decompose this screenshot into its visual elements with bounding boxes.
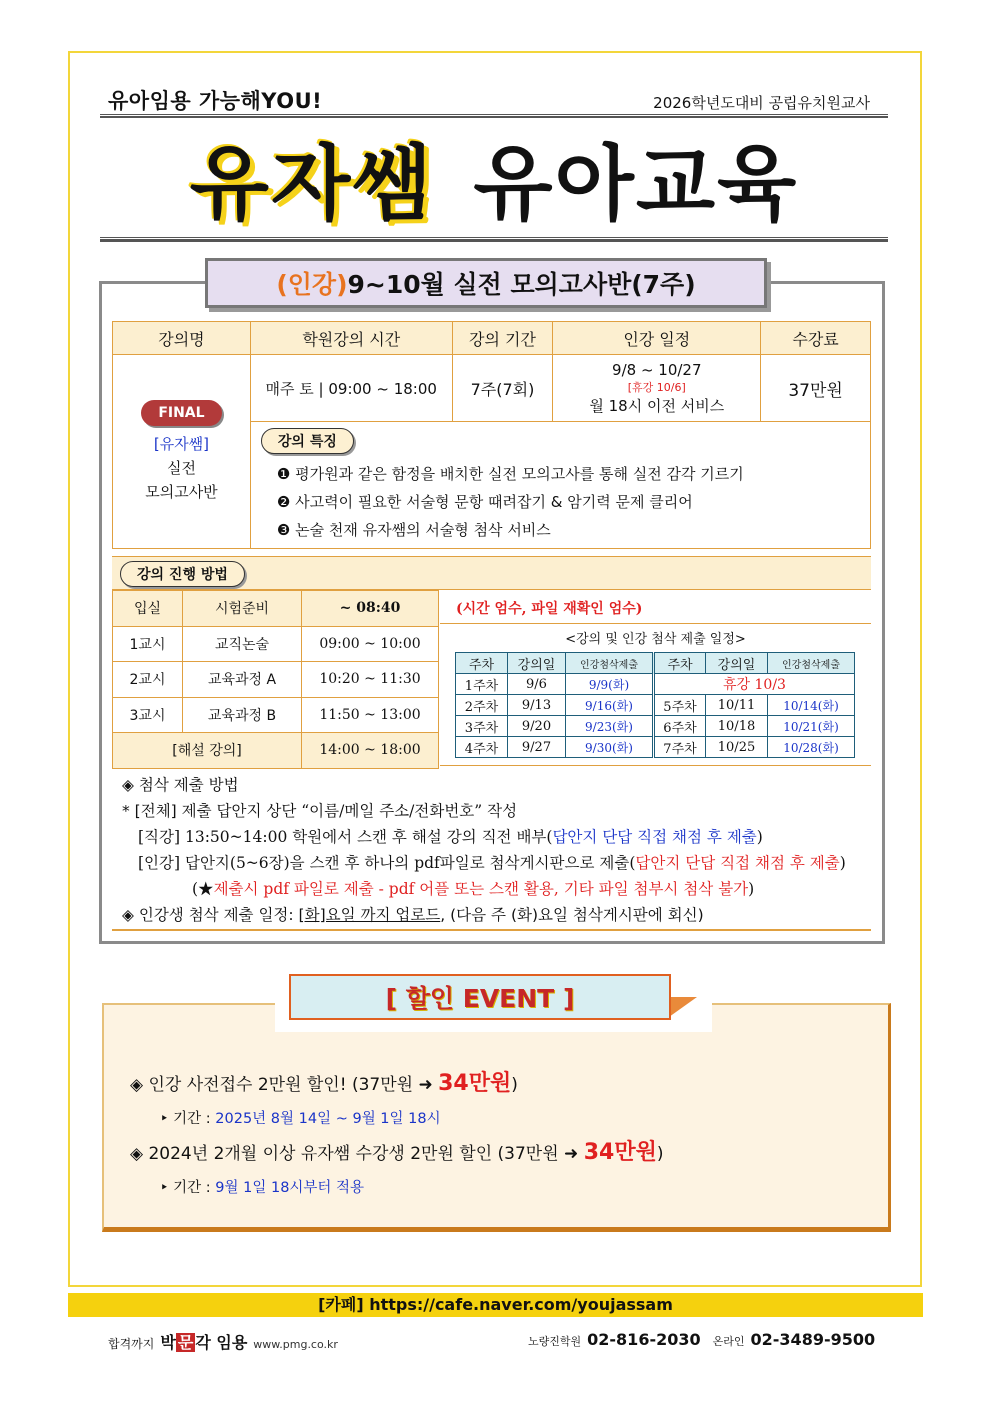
campus-phone: 02-816-2030 [587,1330,701,1349]
submission-online-text: 답안지(5~6장)을 스캔 후 하나의 pdf파일로 첨삭게시판으로 제출( [184,854,636,872]
submission-note-open: (★ [192,880,214,898]
target-year: 2026학년도대비 공립유치원교사 [653,94,870,112]
event-item-2-period [160,1176,364,1197]
event-item-1-end: ) [511,1075,518,1095]
sched-time: 10:20 ~ 11:30 [302,662,439,698]
cafe-link[interactable]: [카페] https://cafe.naver.com/youjassam [68,1293,923,1317]
sched-period: 3교시 [113,697,183,733]
week-label: 5주차 [654,695,706,716]
week-submit: 9/16(화) [566,695,654,716]
feature-3: ❸ 논술 천재 유자쌤의 서술형 첨삭 서비스 [276,521,551,539]
week-label: 7주차 [654,737,706,758]
submission-direct-end: ) [756,828,763,846]
submission-online-end: ) [839,854,846,872]
course-period: 7주(7회) [452,355,553,422]
main-title-brand: 유자쌤 [189,136,434,232]
event-title-fold [669,997,697,1017]
main-title-subject: 유아교육 [473,136,799,232]
submission-schedule [122,902,872,928]
features-label: 강의 특징 [261,428,354,454]
week-submit: 9/9(화) [566,674,654,695]
course-title [205,258,767,308]
sched-subject: 시험준비 [183,591,302,627]
event-title: [ 할인 EVENT ] [289,974,671,1020]
col-course-name: 강의명 [113,322,251,355]
event-item-1-period-value: 2025년 8월 14일 ~ 9월 1일 18시 [215,1111,441,1127]
method-header [112,556,871,590]
weeks-header: 주차 [654,653,706,674]
feature-2: ❷ 사고력이 필요한 서술형 문항 때려잡기 & 암기력 문제 클리어 [276,493,693,511]
submission-direct-text: 13:50~14:00 학원에서 스캔 후 해설 강의 직전 배부( [184,828,553,846]
sched-time: 11:50 ~ 13:00 [302,697,439,733]
submission-note-red: 제출시 pdf 파일로 제출 - pdf 어플 또는 스캔 활용, 기타 파일 첨부시 첨삭 불가 [213,880,749,898]
submission-all-text: 제출 답안지 상단 “이름/메일 주소/전화번호” 작성 [181,802,518,820]
sched-subject: 교직논술 [183,626,302,662]
weeks-header: 인강첨삭제출 [566,653,654,674]
feature-1: ❶ 평가원과 같은 함정을 배치한 실전 모의고사를 통해 실전 감각 기르기 [276,465,744,483]
submission-schedule-prefix: ◈ 인강생 첨삭 제출 일정: [122,906,294,924]
event-item-1-price: 34만원 [438,1071,512,1096]
course-fee: 37만원 [761,355,871,422]
submission-schedule-deadline: [화]요일 까지 업로드 [298,906,441,924]
weeks-header: 강의일 [508,653,566,674]
online-range: 9/8 ~ 10/27 [612,360,702,379]
brand-name-b: 문 [177,1333,194,1352]
event-item-1 [130,1066,518,1097]
week-label: 3주차 [456,716,508,737]
course-name-line3: 모의고사반 [145,482,218,501]
week-date: 10/11 [706,695,768,716]
submission-online [122,850,872,876]
sched-time: ~ 08:40 [302,591,439,627]
col-online-schedule: 인강 일정 [553,322,761,355]
online-label: 온라인 [712,1335,745,1348]
tagline: 유아임용 가능해YOU! [108,89,323,113]
submission-note-close: ) [748,880,755,898]
week-break: 휴강 10/3 [654,674,855,695]
weeks-header: 강의일 [706,653,768,674]
time-note: (시간 엄수, 파일 재확인 엄수) [440,590,871,624]
review-time: 14:00 ~ 18:00 [302,733,439,769]
brand-logo [108,1330,338,1353]
final-badge: FINAL [141,400,221,426]
event-item-2 [130,1135,663,1166]
weekly-schedule [440,624,871,766]
event-item-1-text: ◈ 인강 사전접수 2만원 할인! (37만원 ➜ [130,1075,439,1095]
online-break: [휴강 10/6] [627,380,686,394]
week-submit: 10/28(화) [768,737,855,758]
week-label: 4주차 [456,737,508,758]
week-date: 9/6 [508,674,566,695]
contact-info [528,1330,875,1349]
week-submit: 10/21(화) [768,716,855,737]
section-divider [112,929,871,931]
course-name-line2: 실전 [166,458,196,477]
week-date: 9/20 [508,716,566,737]
week-date: 10/18 [706,716,768,737]
submission-all-prefix: * [전체] [122,802,177,820]
weeks-header: 주차 [456,653,508,674]
course-features [250,422,870,549]
submission-online-red: 답안지 단답 직접 채점 후 제출 [635,854,840,872]
brand-name [160,1330,247,1353]
submission-online-prefix: [인강] [138,854,181,872]
review-label: [해설 강의] [113,733,302,769]
course-name-line1: [유자쌤] [153,434,210,453]
submission-direct [122,824,872,850]
week-label: 6주차 [654,716,706,737]
week-label: 1주차 [456,674,508,695]
main-title [100,118,888,236]
week-date: 9/27 [508,737,566,758]
event-item-1-period [160,1107,441,1128]
brand-name-d: 임용 [216,1333,248,1352]
week-submit: 10/14(화) [768,695,855,716]
col-period: 강의 기간 [452,322,553,355]
sched-period: 1교시 [113,626,183,662]
weeks-title: <강의 및 인강 첨삭 제출 일정> [565,632,746,647]
sched-period: 2교시 [113,662,183,698]
course-info-table [112,321,871,549]
submission-direct-blue: 답안지 단답 직접 채점 후 제출 [552,828,757,846]
course-title-main: 9~10월 실전 모의고사반(7주) [347,270,696,299]
col-fee: 수강료 [761,322,871,355]
event-item-2-text: ◈ 2024년 2개월 이상 유자쌤 수강생 2만원 할인 (37만원 ➜ [130,1144,584,1164]
event-item-2-price: 34만원 [583,1140,657,1165]
sched-period: 입실 [113,591,183,627]
method-label: 강의 진행 방법 [120,561,245,587]
submission-schedule-rest: , (다음 주 (화)요일 첨삭게시판에 회신) [440,906,704,924]
course-title-prefix: (인강) [276,270,348,299]
course-name-cell [113,355,251,549]
submission-heading: ◈ 첨삭 제출 방법 [122,776,239,794]
event-item-2-period-value: 9월 1일 18시부터 적용 [215,1180,365,1196]
submission-direct-prefix: [직강] [138,828,181,846]
campus-label: 노량진학원 [528,1335,582,1348]
event-item-1-period-label: ‣ 기간 : [160,1111,211,1127]
brand-url[interactable]: www.pmg.co.kr [253,1338,338,1351]
week-label: 2주차 [456,695,508,716]
weeks-table [455,652,855,758]
header-rule-bottom [100,237,888,242]
week-submit: 9/23(화) [566,716,654,737]
sched-subject: 교육과정 B [183,697,302,733]
brand-name-a: 박 [160,1333,176,1352]
submission-note [122,876,872,902]
sched-subject: 교육과정 A [183,662,302,698]
sched-time: 09:00 ~ 10:00 [302,626,439,662]
online-service: 월 18시 이전 서비스 [589,396,725,415]
week-date: 9/13 [508,695,566,716]
submission-guide [122,772,872,928]
event-item-2-period-label: ‣ 기간 : [160,1180,211,1196]
week-date: 10/25 [706,737,768,758]
submission-all [122,798,872,824]
online-phone: 02-3489-9500 [750,1330,876,1349]
event-item-2-end: ) [656,1144,664,1164]
brand-prefix: 합격까지 [108,1337,155,1351]
brand-name-c: 각 [195,1333,211,1352]
exam-schedule-table [112,590,439,769]
weeks-header: 인강첨삭제출 [768,653,855,674]
week-submit: 9/30(화) [566,737,654,758]
online-schedule [553,355,761,422]
academy-time: 매주 토 | 09:00 ~ 18:00 [250,355,452,422]
col-academy-time: 학원강의 시간 [250,322,452,355]
